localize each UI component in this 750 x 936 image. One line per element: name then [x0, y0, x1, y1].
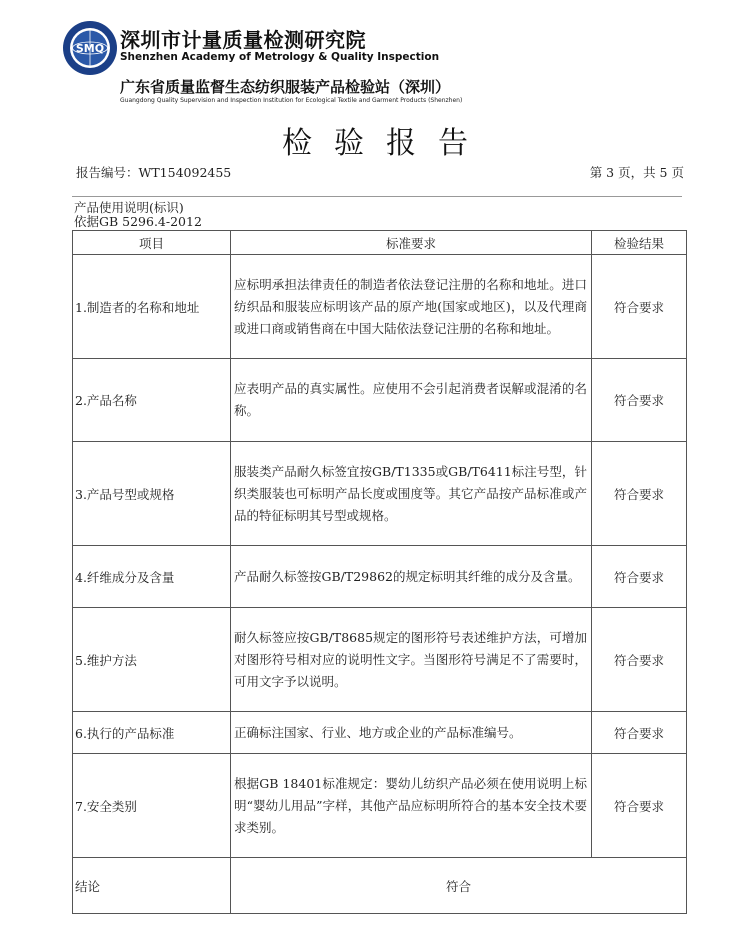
- header-result: 检验结果: [592, 231, 687, 255]
- conclusion-row: [73, 858, 687, 914]
- table-row: [73, 359, 687, 442]
- row-requirement: 产品耐久标签按GB/T29862的规定标明其纤维的成分及含量。: [231, 546, 592, 608]
- table-row: [73, 442, 687, 546]
- row-result: 符合要求: [592, 442, 687, 546]
- header-requirement: 标准要求: [231, 231, 592, 255]
- row-result: 符合要求: [592, 754, 687, 858]
- row-result: 符合要求: [592, 712, 687, 754]
- row-item: 7.安全类别: [73, 754, 231, 858]
- row-requirement: 应标明承担法律责任的制造者依法登记注册的名称和地址。进口纺织品和服装应标明该产品的原产地(国家或地区)，以及代理商或进口商或销售商在中国大陆依法登记注册的名称和地址。: [231, 255, 592, 359]
- row-result: 符合要求: [592, 359, 687, 442]
- table-row: [73, 608, 687, 712]
- row-requirement: 服装类产品耐久标签宜按GB/T1335或GB/T6411标注号型，针织类服装也可标明产品长度或围度等。其它产品按产品标准或产品的特征标明其号型或规格。: [231, 442, 592, 546]
- table-row: [73, 712, 687, 754]
- row-item: 6.执行的产品标准: [73, 712, 231, 754]
- org-name-en: Shenzhen Academy of Metrology & Quality Inspection: [120, 51, 440, 63]
- page-info: 第 3 页，共 5 页: [589, 165, 684, 180]
- logo-text: SMQ: [75, 42, 105, 55]
- row-requirement: 根据GB 18401标准规定：婴幼儿纺织产品必须在使用说明上标明“婴幼儿用品”字样，其他产品应标明所符合的基本安全技术要求类别。: [231, 754, 592, 858]
- table-row: [73, 754, 687, 858]
- row-result: 符合要求: [592, 546, 687, 608]
- row-item: 2.产品名称: [73, 359, 231, 442]
- conclusion-value: 符合: [231, 858, 687, 914]
- row-requirement: 应表明产品的真实属性。应使用不会引起消费者误解或混淆的名称。: [231, 359, 592, 442]
- station-name-cn: 广东省质量监督生态纺织服装产品检验站（深圳）: [120, 78, 451, 96]
- row-item: 3.产品号型或规格: [73, 442, 231, 546]
- row-item: 5.维护方法: [73, 608, 231, 712]
- header-divider: [72, 196, 682, 197]
- row-requirement: 耐久标签应按GB/T8685规定的图形符号表述维护方法，可增加对图形符号相对应的说明性文字。当图形符号满足不了需要时，可用文字予以说明。: [231, 608, 592, 712]
- smq-logo: [62, 20, 118, 76]
- report-number: 报告编号：WT154092455: [76, 165, 232, 180]
- table-header-row: [73, 231, 687, 255]
- inspection-table: [72, 230, 687, 914]
- section-title: 产品使用说明(标识): [74, 200, 184, 215]
- row-result: 符合要求: [592, 255, 687, 359]
- report-header: [62, 18, 702, 110]
- row-result: 符合要求: [592, 608, 687, 712]
- org-name-cn: 深圳市计量质量检测研究院: [120, 28, 366, 52]
- table-row: [73, 255, 687, 359]
- row-requirement: 正确标注国家、行业、地方或企业的产品标准编号。: [231, 712, 592, 754]
- header-item: 项目: [73, 231, 231, 255]
- section-basis: 依据GB 5296.4-2012: [74, 214, 202, 229]
- row-item: 1.制造者的名称和地址: [73, 255, 231, 359]
- station-name-en: Guangdong Quality Supervision and Inspection Institution for Ecological Textile and Garment Products (Shenzhen): [120, 97, 463, 104]
- row-item: 4.纤维成分及含量: [73, 546, 231, 608]
- table-row: [73, 546, 687, 608]
- report-title: 检验报告: [282, 126, 490, 161]
- conclusion-label: 结论: [73, 858, 231, 914]
